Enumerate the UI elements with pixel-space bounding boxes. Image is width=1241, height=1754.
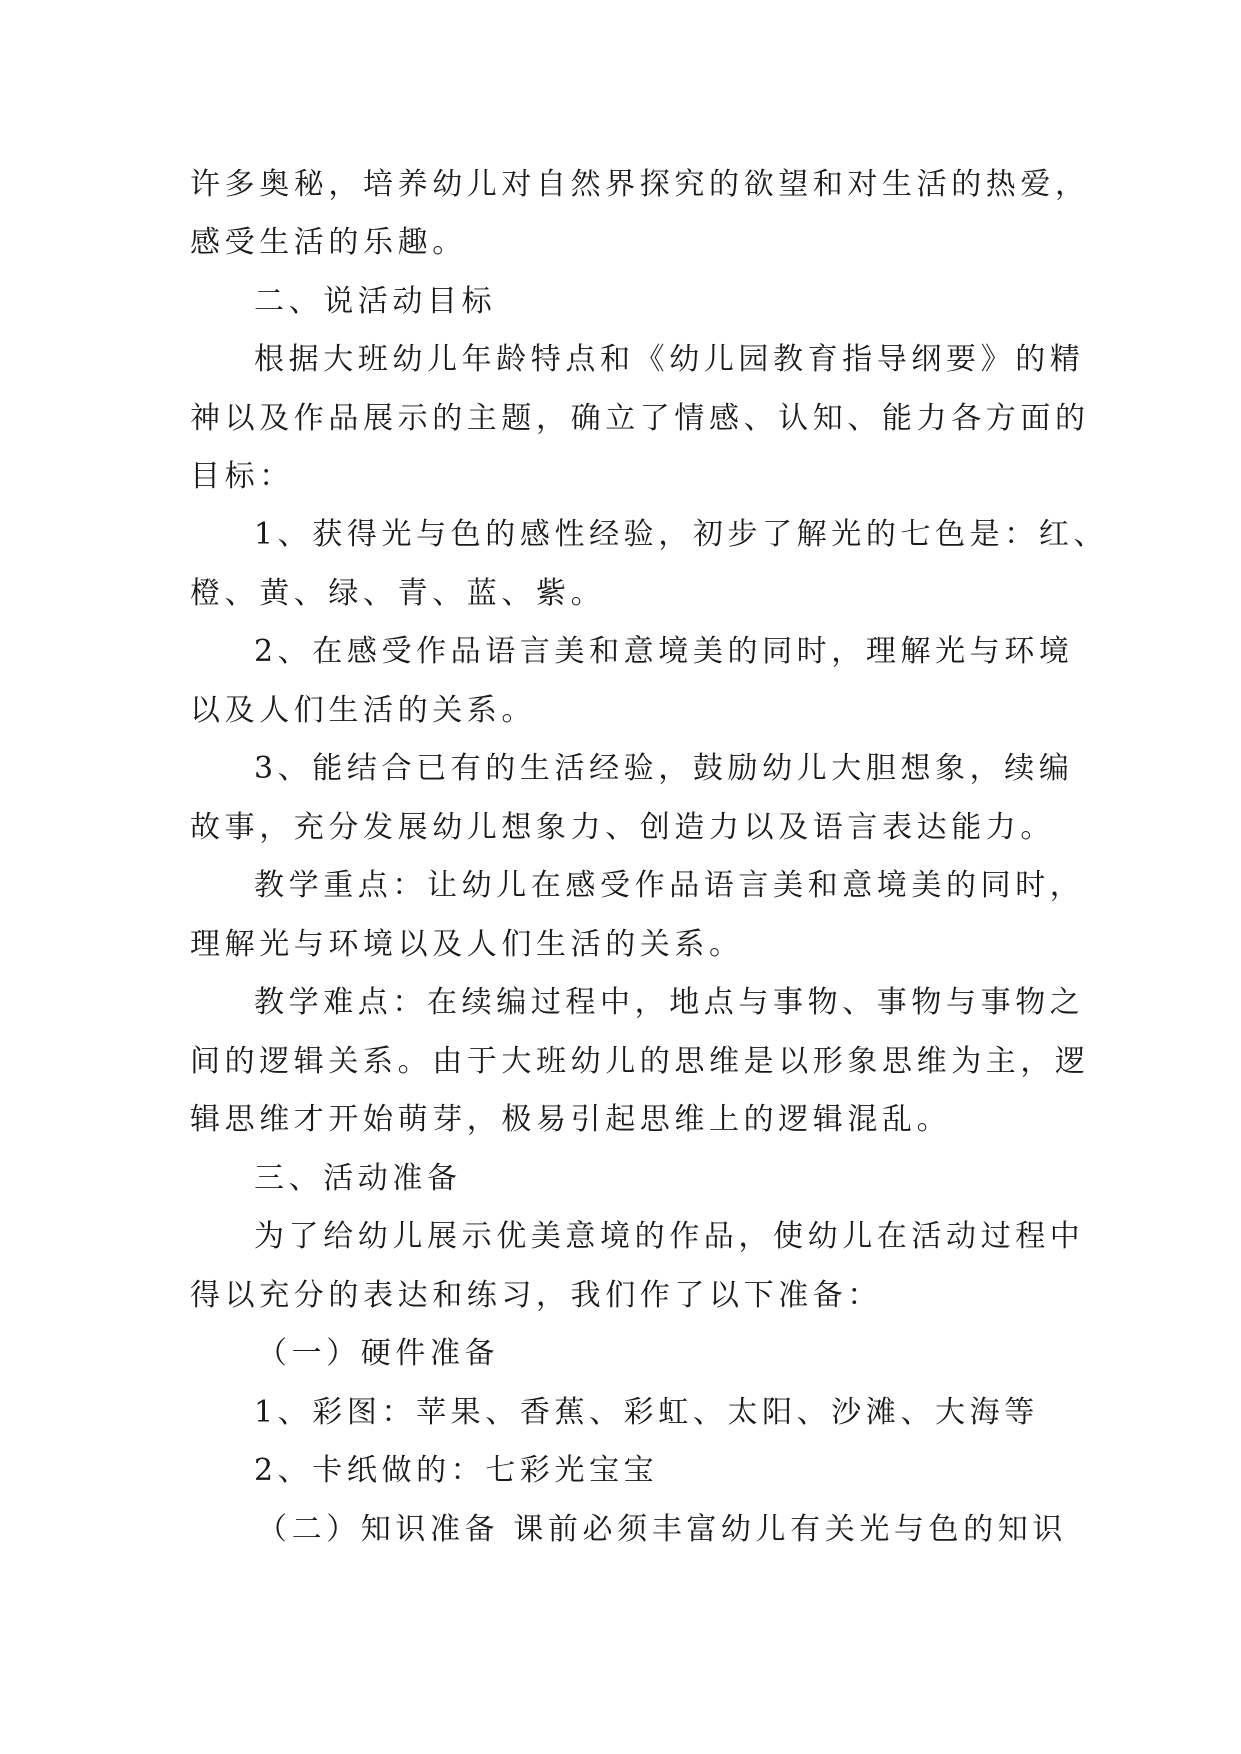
body-text-line: 为了给幼儿展示优美意境的作品，使幼儿在活动过程中	[254, 1219, 1085, 1254]
body-text-line: 辑思维才开始萌芽，极易引起思维上的逻辑混乱。	[190, 1102, 952, 1137]
body-text-line: 间的逻辑关系。由于大班幼儿的思维是以形象思维为主，逻	[190, 1044, 1090, 1079]
body-text-line: 以及人们生活的关系。	[190, 693, 536, 728]
list-item: 3、能结合已有的生活经验，鼓励幼儿大胆想象，续编	[254, 751, 1074, 786]
list-item: 2、在感受作品语言美和意境美的同时，理解光与环境	[254, 634, 1074, 669]
section-heading: 二、说活动目标	[254, 284, 497, 319]
subsection-heading: （二）知识准备 课前必须丰富幼儿有关光与色的知识	[257, 1512, 1067, 1547]
body-text-line: 根据大班幼儿年龄特点和《幼儿园教育指导纲要》的精	[254, 342, 1085, 377]
body-text-line: 神以及作品展示的主题，确立了情感、认知、能力各方面的	[190, 401, 1090, 436]
list-item: 1、获得光与色的感性经验，初步了解光的七色是：红、	[254, 517, 1109, 552]
body-text-line: 故事，充分发展幼儿想象力、创造力以及语言表达能力。	[190, 810, 1055, 845]
body-text-line: 教学难点：在续编过程中，地点与事物、事物与事物之	[254, 985, 1085, 1020]
list-item: 2、卡纸做的：七彩光宝宝	[254, 1453, 659, 1488]
body-text-line: 得以充分的表达和练习，我们作了以下准备：	[190, 1278, 882, 1313]
section-heading: 三、活动准备	[254, 1161, 462, 1196]
subsection-heading: （一）硬件准备	[257, 1336, 500, 1371]
body-text-line: 感受生活的乐趣。	[190, 225, 467, 260]
list-item: 1、彩图：苹果、香蕉、彩虹、太阳、沙滩、大海等	[254, 1395, 1039, 1430]
body-text-line: 许多奥秘，培养幼儿对自然界探究的欲望和对生活的热爱，	[190, 167, 1090, 202]
body-text-line: 理解光与环境以及人们生活的关系。	[190, 927, 744, 962]
body-text-line: 教学重点：让幼儿在感受作品语言美和意境美的同时，	[254, 868, 1085, 903]
body-text-line: 橙、黄、绿、青、蓝、紫。	[190, 576, 606, 611]
body-text-line: 目标：	[190, 459, 294, 494]
